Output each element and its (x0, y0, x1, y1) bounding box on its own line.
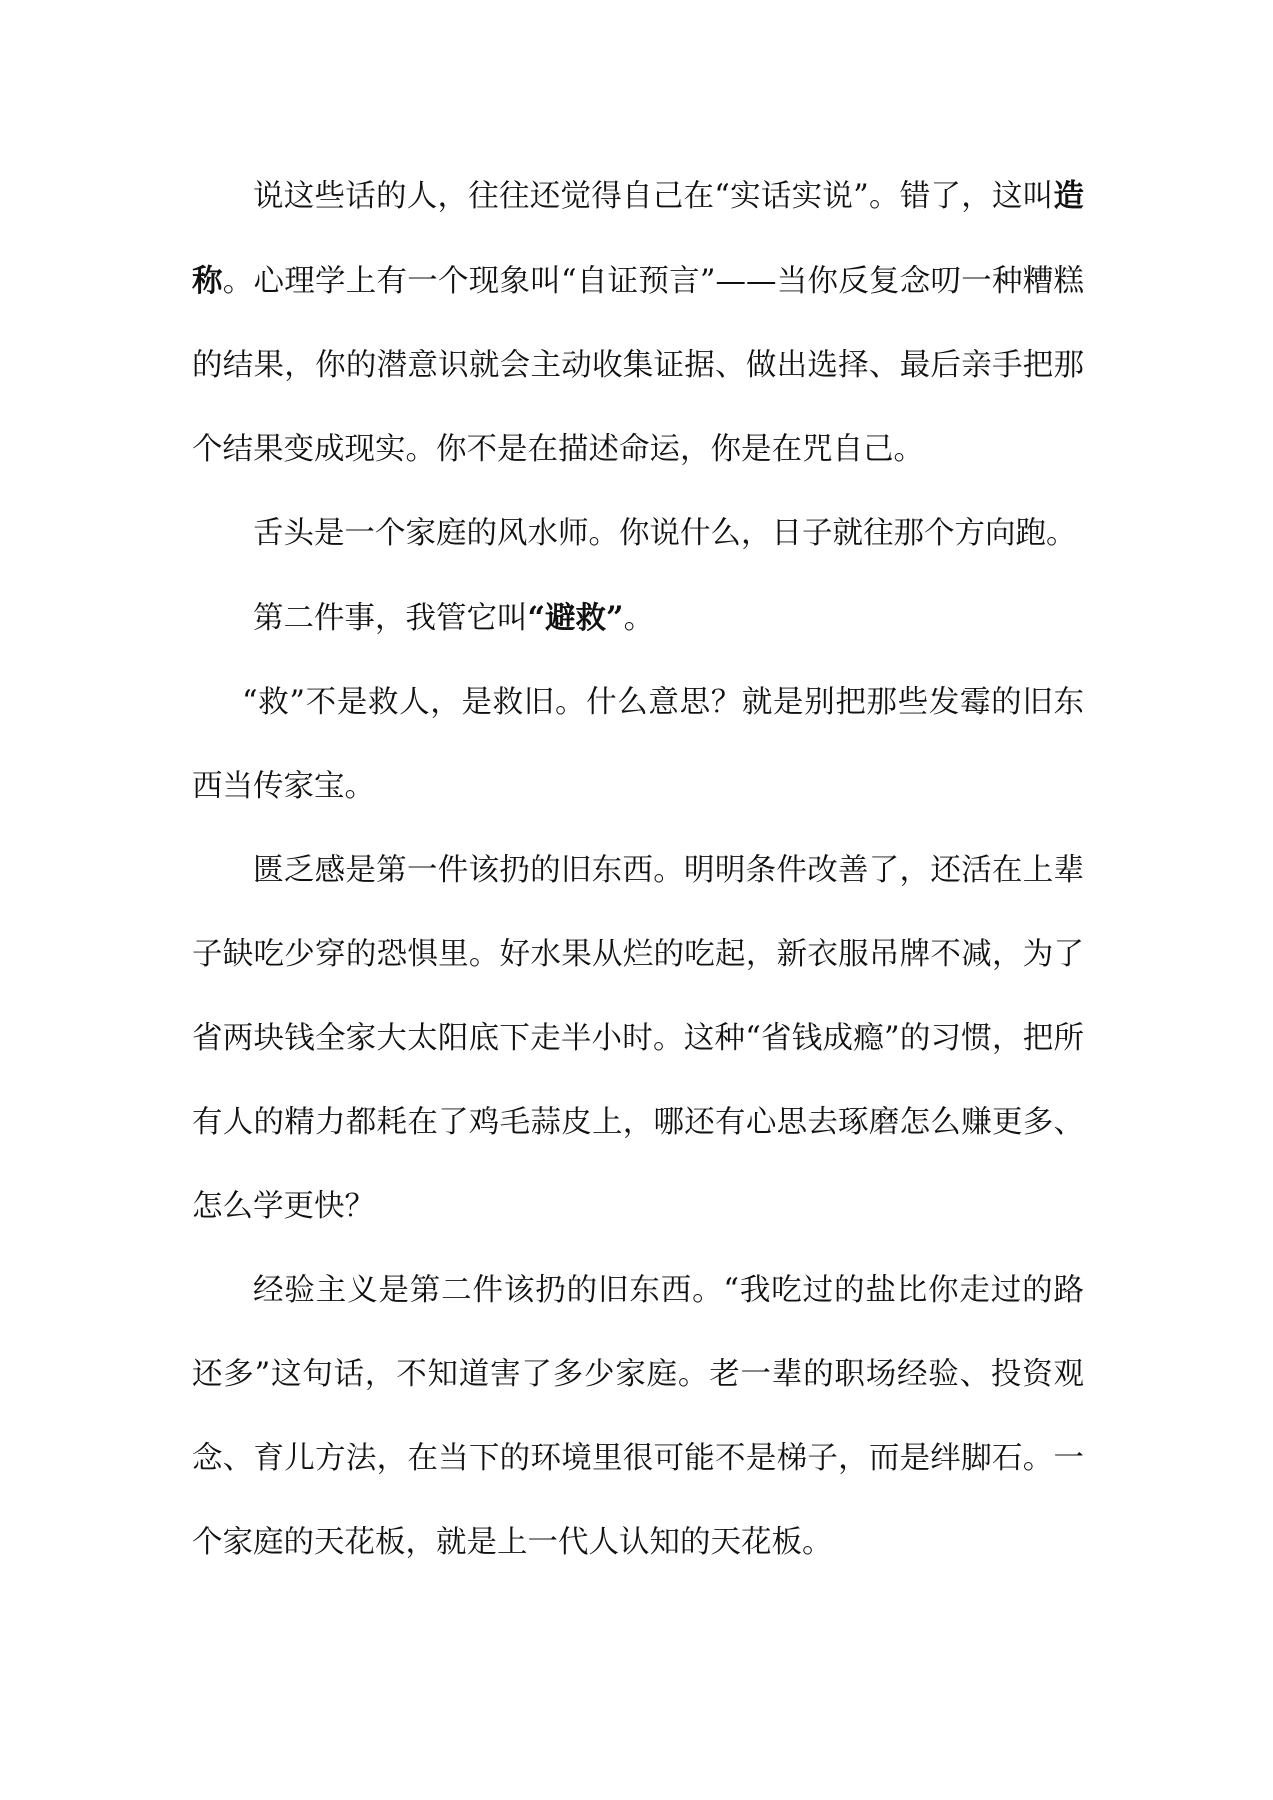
paragraph-self-fulfilling-prophecy (192, 154, 1084, 492)
text-run: “救”不是救人，是救旧。什么意思？就是别把那些发霉的旧东西当传家宝。 (192, 685, 1084, 804)
text-run: 说这些话的人，往往还觉得自己在“实话实说”。错了，这叫 (253, 179, 1054, 214)
text-run: 匮乏感是第一件该扔的旧东西。明明条件改善了，还活在上辈子缺吃少穿的恐惧里。好水果从烂的吃起，新衣服吊牌不减，为了省两块钱全家大太阳底下走半小时。这种“省钱成瘾”的习惯，把所有人的精力都耗在了鸡毛蒜皮上，哪还有心思去琢磨怎么赚更多、怎么学更快？ (192, 853, 1084, 1224)
paragraph-save-old (192, 661, 1084, 829)
paragraph-empiricism (192, 1249, 1084, 1585)
bold-term: 造称 (192, 178, 1084, 299)
paragraph-scarcity (192, 829, 1084, 1249)
paragraph-tongue-fengshui (192, 492, 1084, 576)
paragraph-second-thing (192, 576, 1084, 661)
text-run: 第二件事，我管它叫 (253, 601, 528, 636)
document-body (192, 154, 1084, 1585)
text-run: 。心理学上有一个现象叫“自证预言”——当你反复念叨一种糟糕的结果，你的潜意识就会主动收集证据、做出选择、最后亲手把那个结果变成现实。你不是在描述命运，你是在咒自己。 (192, 264, 1085, 467)
text-run: 。 (623, 601, 655, 636)
text-run: 舌头是一个家庭的风水师。你说什么，日子就往那个方向跑。 (253, 516, 1077, 551)
bold-term: “避救” (527, 600, 624, 636)
text-run: 经验主义是第二件该扔的旧东西。“我吃过的盐比你走过的路还多”这句话，不知道害了多少家庭。老一辈的职场经验、投资观念、育儿方法，在当下的环境里很可能不是梯子，而是绊脚石。一个家庭的天花板，就是上一代人认知的天花板。 (192, 1273, 1084, 1560)
